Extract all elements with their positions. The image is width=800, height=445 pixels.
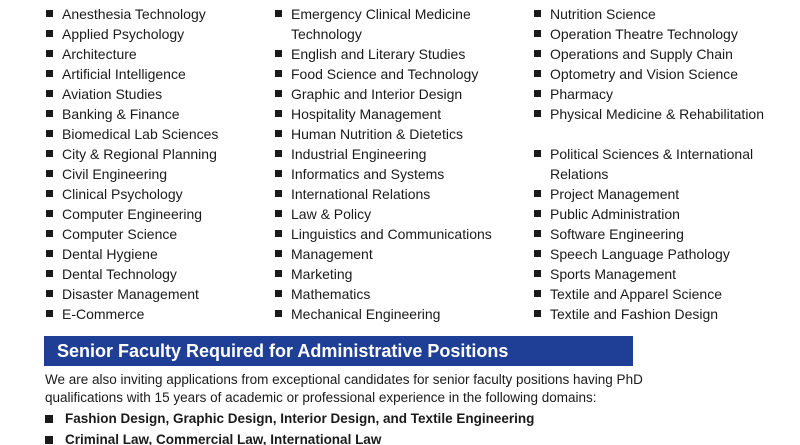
- square-bullet-icon: [534, 210, 541, 217]
- square-bullet-icon: [534, 250, 541, 257]
- program-item: Software Engineering: [533, 224, 783, 244]
- program-item: Human Nutrition & Dietetics: [274, 124, 519, 144]
- square-bullet-icon: [275, 210, 282, 217]
- program-item: Optometry and Vision Science: [533, 64, 783, 84]
- program-item: Linguistics and Communications: [274, 224, 519, 244]
- square-bullet-icon: [46, 310, 53, 317]
- square-bullet-icon: [534, 110, 541, 117]
- square-bullet-icon: [275, 190, 282, 197]
- program-item: Anesthesia Technology: [45, 4, 270, 24]
- senior-faculty-domains: [45, 408, 534, 445]
- square-bullet-icon: [46, 270, 53, 277]
- square-bullet-icon: [46, 250, 53, 257]
- square-bullet-icon: [275, 230, 282, 237]
- program-item: Operations and Supply Chain: [533, 44, 783, 64]
- program-item: Applied Psychology: [45, 24, 270, 44]
- program-item: Informatics and Systems: [274, 164, 519, 184]
- program-item: Computer Engineering: [45, 204, 270, 224]
- square-bullet-icon: [46, 50, 53, 57]
- square-bullet-icon: [45, 436, 53, 444]
- square-bullet-icon: [275, 270, 282, 277]
- square-bullet-icon: [534, 50, 541, 57]
- program-item: English and Literary Studies: [274, 44, 519, 64]
- senior-faculty-heading: Senior Faculty Required for Administrative Positions: [44, 336, 633, 366]
- programs-column-3: [533, 4, 783, 324]
- square-bullet-icon: [275, 150, 282, 157]
- program-item: Operation Theatre Technology: [533, 24, 783, 44]
- program-item: Marketing: [274, 264, 519, 284]
- program-item: Pharmacy: [533, 84, 783, 104]
- program-item: Physical Medicine & Rehabilitation: [533, 104, 783, 144]
- program-item: Food Science and Technology: [274, 64, 519, 84]
- square-bullet-icon: [534, 90, 541, 97]
- square-bullet-icon: [534, 270, 541, 277]
- square-bullet-icon: [534, 230, 541, 237]
- program-item: Graphic and Interior Design: [274, 84, 519, 104]
- square-bullet-icon: [46, 190, 53, 197]
- programs-column-1: [45, 4, 270, 324]
- program-item: Sports Management: [533, 264, 783, 284]
- square-bullet-icon: [534, 150, 541, 157]
- square-bullet-icon: [534, 70, 541, 77]
- square-bullet-icon: [275, 10, 282, 17]
- programs-column-2: [274, 4, 519, 324]
- square-bullet-icon: [46, 170, 53, 177]
- program-item: Artificial Intelligence: [45, 64, 270, 84]
- square-bullet-icon: [275, 50, 282, 57]
- square-bullet-icon: [46, 30, 53, 37]
- program-item: Disaster Management: [45, 284, 270, 304]
- senior-faculty-intro: We are also inviting applications from exceptional candidates for senior faculty positions having PhD qualifications with 15 years of academic or professional experience in the following domains:: [45, 372, 643, 405]
- square-bullet-icon: [275, 70, 282, 77]
- program-item: Political Sciences & International Relations: [533, 144, 783, 184]
- program-item: Mathematics: [274, 284, 519, 304]
- square-bullet-icon: [275, 110, 282, 117]
- program-item: Management: [274, 244, 519, 264]
- program-item: Biomedical Lab Sciences: [45, 124, 270, 144]
- program-item: Architecture: [45, 44, 270, 64]
- domain-item: Criminal Law, Commercial Law, International Law: [45, 429, 534, 445]
- square-bullet-icon: [275, 250, 282, 257]
- program-item: Computer Science: [45, 224, 270, 244]
- program-item: Clinical Psychology: [45, 184, 270, 204]
- program-item: Speech Language Pathology: [533, 244, 783, 264]
- square-bullet-icon: [46, 230, 53, 237]
- program-item: Industrial Engineering: [274, 144, 519, 164]
- square-bullet-icon: [275, 130, 282, 137]
- program-item: Nutrition Science: [533, 4, 783, 24]
- program-item: Dental Technology: [45, 264, 270, 284]
- square-bullet-icon: [275, 170, 282, 177]
- square-bullet-icon: [46, 290, 53, 297]
- program-item: Emergency Clinical Medicine Technology: [274, 4, 519, 44]
- square-bullet-icon: [46, 90, 53, 97]
- square-bullet-icon: [534, 30, 541, 37]
- square-bullet-icon: [46, 210, 53, 217]
- square-bullet-icon: [45, 415, 53, 423]
- domain-item: Fashion Design, Graphic Design, Interior Design, and Textile Engineering: [45, 408, 534, 429]
- program-item: Textile and Apparel Science: [533, 284, 783, 304]
- program-item: Hospitality Management: [274, 104, 519, 124]
- program-item: Civil Engineering: [45, 164, 270, 184]
- program-item: International Relations: [274, 184, 519, 204]
- program-item: E-Commerce: [45, 304, 270, 324]
- program-item: Aviation Studies: [45, 84, 270, 104]
- square-bullet-icon: [534, 190, 541, 197]
- square-bullet-icon: [46, 70, 53, 77]
- square-bullet-icon: [275, 290, 282, 297]
- square-bullet-icon: [534, 310, 541, 317]
- square-bullet-icon: [534, 290, 541, 297]
- square-bullet-icon: [534, 10, 541, 17]
- square-bullet-icon: [46, 10, 53, 17]
- program-item: Banking & Finance: [45, 104, 270, 124]
- square-bullet-icon: [46, 130, 53, 137]
- program-item: Public Administration: [533, 204, 783, 224]
- program-item: Law & Policy: [274, 204, 519, 224]
- square-bullet-icon: [275, 310, 282, 317]
- program-item: Project Management: [533, 184, 783, 204]
- program-item: Textile and Fashion Design: [533, 304, 783, 324]
- program-item: Mechanical Engineering: [274, 304, 519, 324]
- program-item: Dental Hygiene: [45, 244, 270, 264]
- square-bullet-icon: [46, 110, 53, 117]
- square-bullet-icon: [275, 90, 282, 97]
- program-item: City & Regional Planning: [45, 144, 270, 164]
- square-bullet-icon: [46, 150, 53, 157]
